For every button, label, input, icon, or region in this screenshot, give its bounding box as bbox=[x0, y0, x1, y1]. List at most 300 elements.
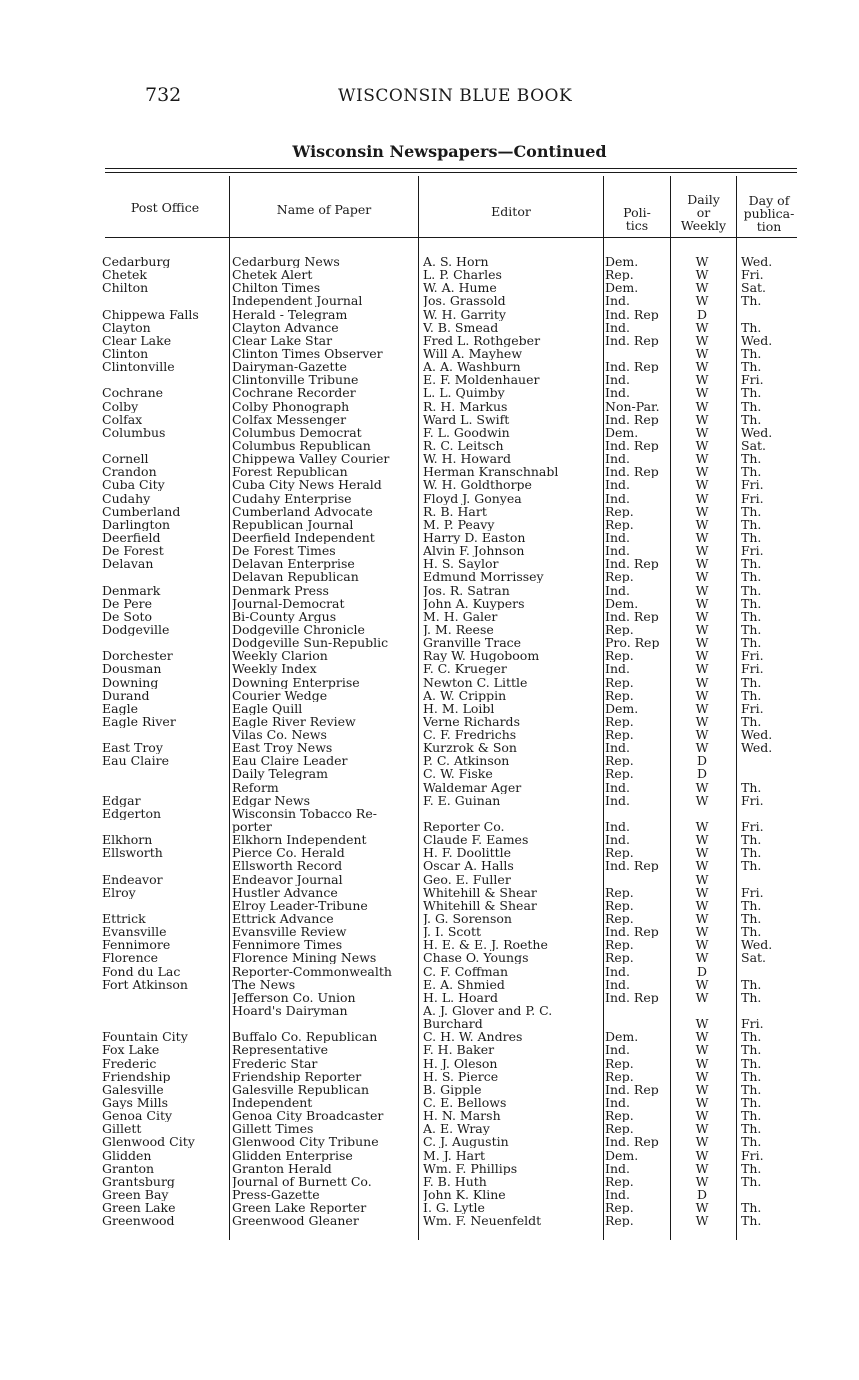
frequency-cell: W bbox=[695, 544, 709, 558]
frequency-cell: W bbox=[695, 346, 709, 360]
table-row bbox=[0, 1004, 859, 1017]
paper-name-cell: Columbus Democrat bbox=[232, 425, 362, 439]
politics-cell: Rep. bbox=[605, 1069, 634, 1083]
post-office-cell: Chilton bbox=[102, 281, 149, 295]
paper-name-cell: Buffalo Co. Republican bbox=[232, 1030, 378, 1044]
publication-day-cell: Fri. bbox=[741, 491, 764, 505]
table-row bbox=[0, 531, 859, 544]
table-row bbox=[0, 465, 859, 478]
paper-name-cell: Columbus Republican bbox=[232, 438, 371, 452]
paper-name-cell: East Troy News bbox=[232, 741, 333, 755]
frequency-cell: W bbox=[695, 504, 709, 518]
politics-cell: Rep. bbox=[605, 517, 634, 531]
post-office-cell: Dorchester bbox=[102, 649, 173, 663]
paper-name-cell: Independent bbox=[232, 1096, 313, 1109]
paper-name-cell: Republican Journal bbox=[232, 517, 354, 531]
politics-cell: Dem. bbox=[605, 255, 639, 268]
publication-day-cell: Sat. bbox=[741, 438, 767, 452]
politics-cell: Rep. bbox=[605, 885, 634, 899]
politics-cell: Rep. bbox=[605, 951, 634, 965]
paper-name-cell: Pierce Co. Herald bbox=[232, 846, 345, 860]
publication-day-cell: Th. bbox=[741, 1122, 762, 1136]
table-row bbox=[0, 886, 859, 899]
frequency-cell: D bbox=[696, 754, 708, 768]
post-office-cell: East Troy bbox=[102, 741, 163, 755]
post-office-cell: Granton bbox=[102, 1161, 155, 1175]
frequency-cell: W bbox=[695, 951, 709, 965]
editor-cell: Ray W. Hugoboom bbox=[423, 649, 540, 663]
post-office-cell: Elkhorn bbox=[102, 833, 153, 847]
post-office-cell: Denmark bbox=[102, 583, 161, 597]
publication-day-cell: Th. bbox=[741, 1043, 762, 1057]
editor-cell: R. C. Leitsch bbox=[423, 438, 504, 452]
frequency-cell: W bbox=[695, 912, 709, 926]
frequency-cell: W bbox=[695, 636, 709, 650]
table-row bbox=[0, 1201, 859, 1214]
frequency-cell: W bbox=[695, 333, 709, 347]
page-subtitle: Wisconsin Newspapers—Continued bbox=[292, 142, 607, 161]
editor-cell: M. P. Peavy bbox=[423, 517, 495, 531]
frequency-cell: W bbox=[695, 977, 709, 991]
post-office-cell: Ellsworth bbox=[102, 846, 163, 860]
politics-cell: Dem. bbox=[605, 281, 639, 295]
publication-day-cell: Th. bbox=[741, 557, 762, 571]
post-office-cell: Genoa City bbox=[102, 1109, 173, 1123]
frequency-cell: D bbox=[696, 964, 708, 978]
frequency-cell: W bbox=[695, 425, 709, 439]
publication-day-cell: Th. bbox=[741, 360, 762, 374]
paper-name-cell: Delavan Republican bbox=[232, 570, 359, 584]
publication-day-cell: Sat. bbox=[741, 951, 767, 965]
editor-cell: A. S. Horn bbox=[423, 255, 489, 268]
editor-cell: Verne Richards bbox=[423, 714, 520, 728]
publication-day-cell: Th. bbox=[741, 346, 762, 360]
publication-day-cell: Th. bbox=[741, 1056, 762, 1070]
table-row bbox=[0, 1109, 859, 1122]
paper-name-cell: Weekly Clarion bbox=[232, 649, 328, 663]
post-office-cell: Green Lake bbox=[102, 1201, 176, 1215]
paper-name-cell: Endeavor Journal bbox=[232, 872, 343, 886]
frequency-cell: W bbox=[695, 491, 709, 505]
editor-cell: J. I. Scott bbox=[423, 925, 482, 939]
frequency-cell: W bbox=[695, 1201, 709, 1215]
politics-cell: Rep. bbox=[605, 714, 634, 728]
editor-cell: Whitehill & Shear bbox=[423, 898, 537, 912]
frequency-cell: W bbox=[695, 583, 709, 597]
frequency-cell: W bbox=[695, 820, 709, 834]
politics-cell: Ind. bbox=[605, 820, 630, 834]
frequency-cell: W bbox=[695, 780, 709, 794]
editor-cell: F. C. Krueger bbox=[423, 662, 507, 676]
publication-day-cell: Wed. bbox=[741, 255, 773, 268]
paper-name-cell: porter bbox=[232, 820, 272, 834]
publication-day-cell: Th. bbox=[741, 912, 762, 926]
politics-cell: Rep. bbox=[605, 1109, 634, 1123]
table-row bbox=[0, 255, 859, 268]
politics-cell: Rep. bbox=[605, 898, 634, 912]
paper-name-cell: De Forest Times bbox=[232, 544, 336, 558]
post-office-cell: Cochrane bbox=[102, 386, 164, 400]
frequency-cell: W bbox=[695, 701, 709, 715]
publication-day-cell: Th. bbox=[741, 1082, 762, 1096]
editor-cell: H. L. Hoard bbox=[423, 990, 498, 1004]
table-row bbox=[0, 439, 859, 452]
politics-cell: Ind. bbox=[605, 583, 630, 597]
post-office-cell: Gillett bbox=[102, 1122, 142, 1136]
frequency-cell: W bbox=[695, 255, 709, 268]
politics-cell: Dem. bbox=[605, 596, 639, 610]
editor-cell: Fred L. Rothgeber bbox=[423, 333, 541, 347]
frequency-cell: W bbox=[695, 609, 709, 623]
publication-day-cell: Th. bbox=[741, 1030, 762, 1044]
paper-name-cell: Journal-Democrat bbox=[232, 596, 345, 610]
frequency-cell: W bbox=[695, 728, 709, 742]
post-office-cell: Cuba City bbox=[102, 478, 165, 492]
publication-day-cell: Th. bbox=[741, 596, 762, 610]
paper-name-cell: Eagle River Review bbox=[232, 714, 356, 728]
frequency-cell: W bbox=[695, 294, 709, 308]
politics-cell: Rep. bbox=[605, 728, 634, 742]
frequency-cell: W bbox=[695, 1030, 709, 1044]
paper-name-cell: Granton Herald bbox=[232, 1161, 332, 1175]
table-row bbox=[0, 912, 859, 925]
table-row bbox=[0, 413, 859, 426]
paper-name-cell: Cedarburg News bbox=[232, 255, 340, 268]
table-row bbox=[0, 951, 859, 964]
paper-name-cell: Ellsworth Record bbox=[232, 859, 343, 873]
post-office-cell: Columbus bbox=[102, 425, 166, 439]
table-row bbox=[0, 702, 859, 715]
paper-name-cell: Daily Telegram bbox=[232, 767, 328, 781]
politics-cell: Rep. bbox=[605, 268, 634, 282]
header-name-of-paper: Name of Paper bbox=[276, 202, 372, 217]
table-row bbox=[0, 794, 859, 807]
paper-name-cell: Genoa City Broadcaster bbox=[232, 1109, 384, 1123]
publication-day-cell: Th. bbox=[741, 504, 762, 518]
table-row bbox=[0, 676, 859, 689]
frequency-cell: W bbox=[695, 1056, 709, 1070]
paper-name-cell: Weekly Index bbox=[232, 662, 317, 676]
table-row bbox=[0, 965, 859, 978]
newspaper-table-body bbox=[0, 255, 859, 1227]
publication-day-cell: Th. bbox=[741, 609, 762, 623]
publication-day-cell: Wed. bbox=[741, 333, 773, 347]
paper-name-cell: Clear Lake Star bbox=[232, 333, 333, 347]
table-row bbox=[0, 321, 859, 334]
paper-name-cell: Dodgeville Chronicle bbox=[232, 622, 365, 636]
frequency-cell: W bbox=[695, 1148, 709, 1162]
frequency-cell: W bbox=[695, 872, 709, 886]
politics-cell: Ind. bbox=[605, 373, 630, 387]
table-row bbox=[0, 1083, 859, 1096]
publication-day-cell: Th. bbox=[741, 925, 762, 939]
paper-name-cell: Downing Enterprise bbox=[232, 675, 360, 689]
politics-cell: Rep. bbox=[605, 622, 634, 636]
publication-day-cell: Th. bbox=[741, 320, 762, 334]
paper-name-cell: Dairyman-Gazette bbox=[232, 360, 347, 374]
paper-name-cell: Hoard's Dairyman bbox=[232, 1004, 348, 1018]
post-office-cell: Clinton bbox=[102, 346, 149, 360]
publication-day-cell: Th. bbox=[741, 399, 762, 413]
frequency-cell: W bbox=[695, 1161, 709, 1175]
frequency-cell: W bbox=[695, 1214, 709, 1228]
paper-name-cell: Clintonville Tribune bbox=[232, 373, 359, 387]
post-office-cell: Grantsburg bbox=[102, 1174, 175, 1188]
table-row bbox=[0, 294, 859, 307]
politics-cell: Ind. Rep bbox=[605, 1135, 659, 1149]
table-row bbox=[0, 610, 859, 623]
editor-cell: H. M. Loibl bbox=[423, 701, 495, 715]
table-row bbox=[0, 308, 859, 321]
editor-cell: H. F. Doolittle bbox=[423, 846, 512, 860]
paper-name-cell: Greenwood Gleaner bbox=[232, 1214, 359, 1228]
post-office-cell: Colfax bbox=[102, 412, 143, 426]
editor-cell: Edmund Morrissey bbox=[423, 570, 544, 584]
publication-day-cell: Th. bbox=[741, 714, 762, 728]
publication-day-cell: Th. bbox=[741, 517, 762, 531]
table-row bbox=[0, 781, 859, 794]
table-row bbox=[0, 715, 859, 728]
politics-cell: Ind. bbox=[605, 386, 630, 400]
politics-cell: Rep. bbox=[605, 912, 634, 926]
publication-day-cell: Th. bbox=[741, 1214, 762, 1228]
editor-cell: Wm. F. Neuenfeldt bbox=[423, 1214, 542, 1228]
frequency-cell: D bbox=[696, 767, 708, 781]
post-office-cell: Chippewa Falls bbox=[102, 307, 199, 321]
post-office-cell: Glenwood City bbox=[102, 1135, 195, 1149]
editor-cell: Kurzrok & Son bbox=[423, 741, 517, 755]
frequency-cell: W bbox=[695, 268, 709, 282]
table-row bbox=[0, 991, 859, 1004]
editor-cell: F. L. Goodwin bbox=[423, 425, 510, 439]
politics-cell: Ind. bbox=[605, 320, 630, 334]
editor-cell: W. H. Goldthorpe bbox=[423, 478, 532, 492]
table-row bbox=[0, 662, 859, 675]
top-rule-1 bbox=[105, 168, 797, 169]
frequency-cell: W bbox=[695, 859, 709, 873]
politics-cell: Ind. bbox=[605, 780, 630, 794]
paper-name-cell: Independent Journal bbox=[232, 294, 363, 308]
publication-day-cell: Th. bbox=[741, 1201, 762, 1215]
publication-day-cell: Th. bbox=[741, 636, 762, 650]
table-row bbox=[0, 347, 859, 360]
paper-name-cell: Galesville Republican bbox=[232, 1082, 370, 1096]
editor-cell: V. B. Smead bbox=[423, 320, 499, 334]
post-office-cell: Frederic bbox=[102, 1056, 157, 1070]
post-office-cell: Cudahy bbox=[102, 491, 151, 505]
politics-cell: Rep. bbox=[605, 675, 634, 689]
politics-cell: Ind. bbox=[605, 1043, 630, 1057]
frequency-cell: W bbox=[695, 622, 709, 636]
frequency-cell: W bbox=[695, 438, 709, 452]
editor-cell: C. W. Fiske bbox=[423, 767, 493, 781]
frequency-cell: W bbox=[695, 925, 709, 939]
publication-day-cell: Fri. bbox=[741, 1017, 764, 1031]
table-row bbox=[0, 1188, 859, 1201]
editor-cell: P. C. Atkinson bbox=[423, 754, 510, 768]
paper-name-cell: Colby Phonograph bbox=[232, 399, 350, 413]
publication-day-cell: Th. bbox=[741, 833, 762, 847]
frequency-cell: W bbox=[695, 688, 709, 702]
editor-cell: John K. Kline bbox=[423, 1187, 506, 1201]
table-row bbox=[0, 649, 859, 662]
paper-name-cell: Evansville Review bbox=[232, 925, 347, 939]
editor-cell: B. Gipple bbox=[423, 1082, 482, 1096]
politics-cell: Ind. bbox=[605, 833, 630, 847]
publication-day-cell: Th. bbox=[741, 977, 762, 991]
politics-cell: Pro. Rep bbox=[605, 636, 660, 650]
politics-cell: Rep. bbox=[605, 846, 634, 860]
editor-cell: W. A. Hume bbox=[423, 281, 497, 295]
table-row bbox=[0, 400, 859, 413]
paper-name-cell: Eagle Quill bbox=[232, 701, 303, 715]
editor-cell: W. H. Garrity bbox=[423, 307, 506, 321]
frequency-cell: W bbox=[695, 1017, 709, 1031]
post-office-cell: Green Bay bbox=[102, 1187, 169, 1201]
publication-day-cell: Wed. bbox=[741, 728, 773, 742]
table-row bbox=[0, 873, 859, 886]
frequency-cell: W bbox=[695, 1096, 709, 1109]
politics-cell: Ind. Rep bbox=[605, 990, 659, 1004]
table-row bbox=[0, 754, 859, 767]
frequency-cell: D bbox=[696, 1187, 708, 1201]
editor-cell: Harry D. Easton bbox=[423, 530, 526, 544]
table-row bbox=[0, 334, 859, 347]
politics-cell: Ind. Rep bbox=[605, 859, 659, 873]
politics-cell: Ind. Rep bbox=[605, 360, 659, 374]
post-office-cell: Glidden bbox=[102, 1148, 152, 1162]
paper-name-cell: Denmark Press bbox=[232, 583, 329, 597]
post-office-cell: Edgar bbox=[102, 793, 141, 807]
publication-day-cell: Fri. bbox=[741, 885, 764, 899]
publication-day-cell: Fri. bbox=[741, 478, 764, 492]
table-row bbox=[0, 1043, 859, 1056]
publication-day-cell: Th. bbox=[741, 386, 762, 400]
publication-day-cell: Th. bbox=[741, 1174, 762, 1188]
paper-name-cell: Edgar News bbox=[232, 793, 310, 807]
publication-day-cell: Th. bbox=[741, 675, 762, 689]
publication-day-cell: Sat. bbox=[741, 281, 767, 295]
table-row bbox=[0, 728, 859, 741]
post-office-cell: Edgerton bbox=[102, 806, 162, 820]
table-row bbox=[0, 570, 859, 583]
paper-name-cell: Elroy Leader-Tribune bbox=[232, 898, 368, 912]
editor-cell: Jos. Grassold bbox=[423, 294, 506, 308]
publication-day-cell: Fri. bbox=[741, 701, 764, 715]
frequency-cell: W bbox=[695, 1109, 709, 1123]
politics-cell: Ind. bbox=[605, 1096, 630, 1109]
editor-cell: J. M. Reese bbox=[423, 622, 494, 636]
paper-name-cell: Bi-County Argus bbox=[232, 609, 337, 623]
politics-cell: Dem. bbox=[605, 1030, 639, 1044]
paper-name-cell: The News bbox=[232, 977, 296, 991]
post-office-cell: Cedarburg bbox=[102, 255, 171, 268]
post-office-cell: Durand bbox=[102, 688, 150, 702]
politics-cell: Dem. bbox=[605, 1148, 639, 1162]
paper-name-cell: Colfax Messenger bbox=[232, 412, 347, 426]
frequency-cell: W bbox=[695, 320, 709, 334]
editor-cell: F. H. Baker bbox=[423, 1043, 495, 1057]
table-row bbox=[0, 426, 859, 439]
post-office-cell: Elroy bbox=[102, 885, 136, 899]
table-row bbox=[0, 689, 859, 702]
paper-name-cell: Cudahy Enterprise bbox=[232, 491, 352, 505]
paper-name-cell: Press-Gazette bbox=[232, 1187, 320, 1201]
publication-day-cell: Fri. bbox=[741, 544, 764, 558]
table-row bbox=[0, 925, 859, 938]
frequency-cell: W bbox=[695, 1135, 709, 1149]
frequency-cell: W bbox=[695, 846, 709, 860]
post-office-cell: De Forest bbox=[102, 544, 164, 558]
editor-cell: Reporter Co. bbox=[423, 820, 505, 834]
publication-day-cell: Th. bbox=[741, 622, 762, 636]
politics-cell: Ind. Rep bbox=[605, 307, 659, 321]
header-daily-weekly: Daily or Weekly bbox=[680, 192, 727, 233]
editor-cell: F. B. Huth bbox=[423, 1174, 487, 1188]
editor-cell: L. P. Charles bbox=[423, 268, 502, 282]
editor-cell: Will A. Mayhew bbox=[423, 346, 523, 360]
editor-cell: Herman Kranschnabl bbox=[423, 465, 559, 479]
frequency-cell: W bbox=[695, 517, 709, 531]
editor-cell: Chase O. Youngs bbox=[423, 951, 529, 965]
page-number: 732 bbox=[145, 84, 182, 106]
paper-name-cell: Journal of Burnett Co. bbox=[232, 1174, 372, 1188]
post-office-cell: Gays Mills bbox=[102, 1096, 169, 1109]
publication-day-cell: Th. bbox=[741, 1161, 762, 1175]
editor-cell: A. W. Crippin bbox=[423, 688, 507, 702]
table-row bbox=[0, 1122, 859, 1135]
publication-day-cell: Th. bbox=[741, 780, 762, 794]
editor-cell: C. E. Bellows bbox=[423, 1096, 507, 1109]
politics-cell: Ind. Rep bbox=[605, 438, 659, 452]
politics-cell: Dem. bbox=[605, 701, 639, 715]
politics-cell: Ind. bbox=[605, 1161, 630, 1175]
frequency-cell: W bbox=[695, 465, 709, 479]
paper-name-cell: Clayton Advance bbox=[232, 320, 339, 334]
post-office-cell: Ettrick bbox=[102, 912, 146, 926]
politics-cell: Rep. bbox=[605, 649, 634, 663]
post-office-cell: Deerfield bbox=[102, 530, 161, 544]
editor-cell: Newton C. Little bbox=[423, 675, 528, 689]
top-rule-2 bbox=[105, 172, 797, 173]
politics-cell: Ind. bbox=[605, 478, 630, 492]
editor-cell: A. J. Glover and P. C. bbox=[423, 1004, 553, 1018]
publication-day-cell: Fri. bbox=[741, 662, 764, 676]
frequency-cell: W bbox=[695, 833, 709, 847]
header-day-of-publication: Day of publica- tion bbox=[743, 193, 795, 234]
post-office-cell: Friendship bbox=[102, 1069, 171, 1083]
post-office-cell: Endeavor bbox=[102, 872, 163, 886]
post-office-cell: Cornell bbox=[102, 452, 149, 466]
politics-cell: Ind. bbox=[605, 491, 630, 505]
politics-cell: Ind. bbox=[605, 662, 630, 676]
editor-cell: E. A. Shmied bbox=[423, 977, 505, 991]
editor-cell: M. H. Galer bbox=[423, 609, 498, 623]
header-bottom-rule bbox=[105, 237, 797, 238]
header-post-office: Post Office bbox=[130, 200, 200, 215]
table-row bbox=[0, 1057, 859, 1070]
table-row bbox=[0, 557, 859, 570]
table-row bbox=[0, 833, 859, 846]
table-row bbox=[0, 597, 859, 610]
editor-cell: Jos. R. Satran bbox=[423, 583, 510, 597]
frequency-cell: W bbox=[695, 898, 709, 912]
paper-name-cell: Wisconsin Tobacco Re- bbox=[232, 806, 377, 820]
table-row bbox=[0, 636, 859, 649]
paper-name-cell: Reform bbox=[232, 780, 279, 794]
table-row bbox=[0, 1175, 859, 1188]
table-row bbox=[0, 807, 859, 820]
